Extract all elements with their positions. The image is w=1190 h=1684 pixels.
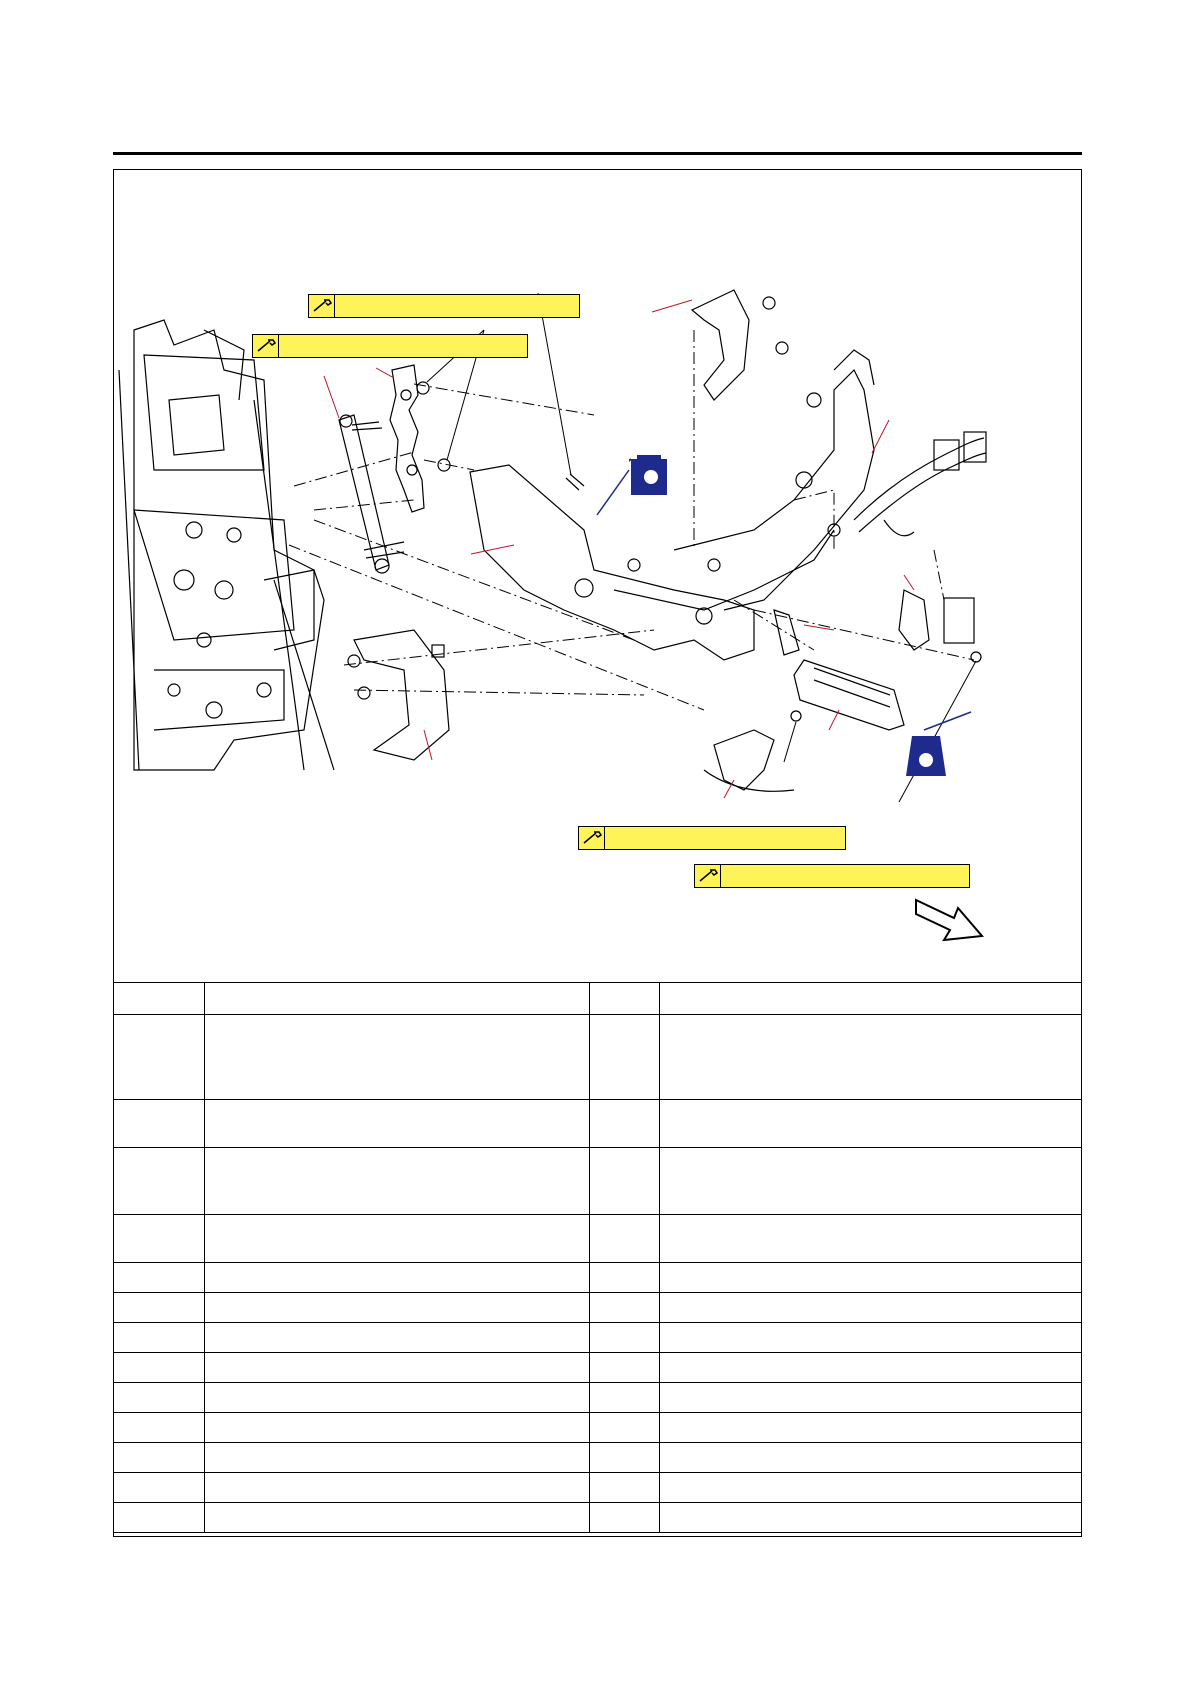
job-cell <box>205 1100 590 1148</box>
table-row <box>114 1293 1082 1323</box>
order-cell <box>114 1473 205 1503</box>
table-row <box>114 1503 1082 1533</box>
qty-cell <box>590 1503 660 1533</box>
order-cell <box>114 1323 205 1353</box>
threadlock-leaders <box>597 470 971 730</box>
table-row <box>114 1443 1082 1473</box>
job-cell <box>205 983 590 1015</box>
qty-cell <box>590 1215 660 1263</box>
job-cell <box>205 1413 590 1443</box>
alignment-lines <box>289 330 974 710</box>
order-cell <box>114 1293 205 1323</box>
remarks-cell <box>660 1473 1082 1503</box>
job-cell <box>205 1293 590 1323</box>
job-cell <box>205 1215 590 1263</box>
job-cell <box>205 1353 590 1383</box>
main-frame-drawing <box>470 350 874 660</box>
remarks-cell <box>660 1443 1082 1473</box>
remarks-cell <box>660 1100 1082 1148</box>
remarks-cell <box>660 1148 1082 1215</box>
order-cell <box>114 1263 205 1293</box>
diagram-drawing <box>114 170 1081 982</box>
order-cell <box>114 1148 205 1215</box>
job-cell <box>205 1015 590 1100</box>
threadlock-bottle-icon <box>906 736 946 778</box>
table-row <box>114 1323 1082 1353</box>
order-cell <box>114 983 205 1015</box>
table-row <box>114 983 1082 1015</box>
qty-cell <box>590 1443 660 1473</box>
table-row <box>114 1263 1082 1293</box>
left-bracket-plate-drawing <box>390 365 424 512</box>
lower-cover-drawing <box>354 630 449 760</box>
sidestand-switch-drawing <box>899 590 974 650</box>
parts-table <box>113 982 1082 1533</box>
torque-wrench-icon <box>253 335 279 357</box>
table-row <box>114 1413 1082 1443</box>
order-cell <box>114 1443 205 1473</box>
job-cell <box>205 1503 590 1533</box>
job-cell <box>205 1473 590 1503</box>
order-cell <box>114 1503 205 1533</box>
shift-lever-drawing <box>339 415 404 573</box>
job-cell <box>205 1443 590 1473</box>
table-row <box>114 1148 1082 1215</box>
qty-cell <box>590 1263 660 1293</box>
qty-cell <box>590 1148 660 1215</box>
remarks-cell <box>660 1353 1082 1383</box>
qty-cell <box>590 1383 660 1413</box>
torque-label <box>252 334 528 358</box>
qty-cell <box>590 1413 660 1443</box>
footpeg-drawing <box>794 660 904 730</box>
header-rule <box>113 152 1082 155</box>
table-row <box>114 1473 1082 1503</box>
qty-cell <box>590 1473 660 1503</box>
torque-label <box>694 864 970 888</box>
job-cell <box>205 1323 590 1353</box>
torque-wrench-icon <box>579 827 605 849</box>
order-cell <box>114 1383 205 1413</box>
order-cell <box>114 1100 205 1148</box>
remarks-cell <box>660 1503 1082 1533</box>
table-row <box>114 1015 1082 1100</box>
qty-cell <box>590 1293 660 1323</box>
order-cell <box>114 1353 205 1383</box>
order-cell <box>114 1413 205 1443</box>
job-cell <box>205 1383 590 1413</box>
engine-block-drawing <box>119 320 334 770</box>
qty-cell <box>590 983 660 1015</box>
callout-leaders <box>324 300 914 798</box>
exploded-diagram <box>114 170 1081 982</box>
job-cell <box>205 1263 590 1293</box>
table-row <box>114 1215 1082 1263</box>
job-cell <box>205 1148 590 1215</box>
upper-cover-drawing <box>692 290 749 400</box>
table-row <box>114 1383 1082 1413</box>
remarks-cell <box>660 1215 1082 1263</box>
remarks-cell <box>660 1413 1082 1443</box>
qty-cell <box>590 1015 660 1100</box>
torque-wrench-icon <box>695 865 721 887</box>
torque-label <box>308 294 580 318</box>
remarks-cell <box>660 1323 1082 1353</box>
remarks-cell <box>660 1293 1082 1323</box>
table-row <box>114 1100 1082 1148</box>
qty-cell <box>590 1323 660 1353</box>
remarks-cell <box>660 1015 1082 1100</box>
torque-leaders <box>427 293 976 802</box>
torque-label <box>578 826 846 850</box>
threadlock-bottle-icon <box>629 455 669 497</box>
remarks-cell <box>660 983 1082 1015</box>
remarks-cell <box>660 1263 1082 1293</box>
torque-wrench-icon <box>309 295 335 317</box>
brake-switch-drawing <box>704 610 799 791</box>
qty-cell <box>590 1100 660 1148</box>
qty-cell <box>590 1353 660 1383</box>
remarks-cell <box>660 1383 1082 1413</box>
table-row <box>114 1353 1082 1383</box>
order-cell <box>114 1015 205 1100</box>
forward-arrow-icon <box>914 890 984 950</box>
order-cell <box>114 1215 205 1263</box>
